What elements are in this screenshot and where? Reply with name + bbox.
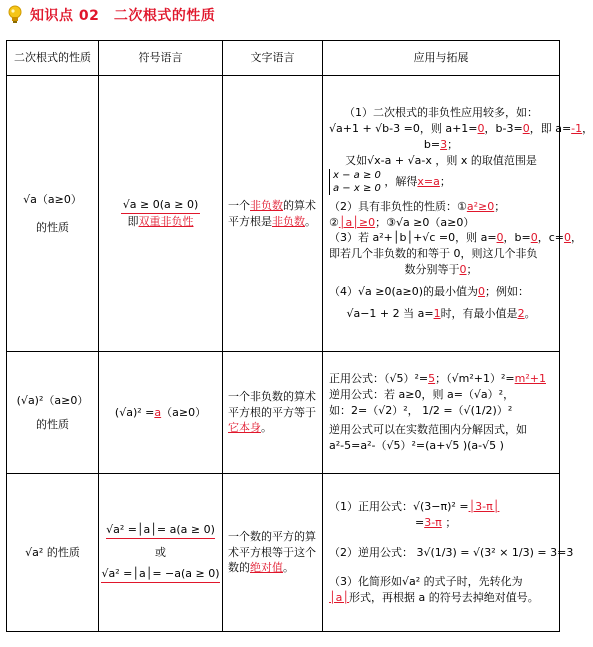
header-symbol: 符号语言 — [99, 41, 223, 76]
answer: 0 — [459, 263, 467, 277]
app-line — [329, 590, 553, 606]
word-text: 的算术平方根是 — [228, 198, 316, 228]
app-line — [329, 545, 574, 561]
header-word: 文字语言 — [223, 41, 323, 76]
system-eq-2: a − x ≥ 0 — [333, 182, 381, 194]
answer: │3-π│ — [468, 499, 500, 513]
application-cell — [323, 352, 560, 474]
answer: 0 — [478, 285, 485, 299]
word-text: 。 — [283, 561, 294, 575]
app-text: √a+1 + √b-3 =0，则 a+1= — [329, 121, 478, 135]
app-line: 即若几个非负数的和等于 0，则这几个非负 — [329, 247, 538, 261]
answer: a²≥0 — [466, 199, 495, 213]
word-answer-1: 非负数 — [250, 198, 283, 212]
symbol-expr: √a ≥ 0(a ≥ 0) — [121, 197, 201, 214]
app-text: ，b-3= — [484, 121, 523, 135]
app-text: ，b= — [503, 231, 531, 245]
app-text: ； — [445, 515, 457, 529]
application-cell — [323, 76, 593, 352]
word-cell — [223, 352, 323, 474]
symbol-expr-1: √a² =│a│= a(a ≥ 0) — [106, 522, 215, 539]
app-text: （3）若 a²+│b│+√c =0，则 a= — [329, 231, 497, 245]
app-text: ； — [494, 199, 506, 213]
properties-table — [6, 40, 593, 632]
word-cell — [223, 76, 323, 352]
app-text: ，解得 — [384, 174, 418, 188]
double-nonneg-answer: 双重非负性 — [138, 215, 194, 228]
symbol-expr-2: √a² =│a│= −a(a ≥ 0) — [101, 566, 219, 583]
word-text: 一个 — [228, 198, 250, 212]
word-answer-2: 非负数 — [272, 214, 305, 228]
app-text: ， — [582, 121, 593, 135]
word-text: 。 — [261, 421, 272, 435]
app-line: 逆用公式可以在实数范围内分解因式，如 — [329, 422, 527, 436]
app-text: ； — [447, 137, 459, 151]
app-line — [329, 215, 553, 231]
word-cell — [223, 474, 323, 632]
lightbulb-icon — [6, 5, 24, 25]
app-line: 逆用公式：若 a≥0，则 a=（√a）²， — [329, 388, 515, 402]
symbol-cell — [99, 352, 223, 474]
symbol-cell — [99, 76, 223, 352]
app-text: 如：2=（√2）²， — [329, 404, 419, 418]
answer: 2 — [517, 307, 525, 321]
app-line — [329, 371, 553, 387]
header-application: 应用与拓展 — [323, 41, 560, 76]
app-text: （4）√a ≥0(a≥0)的最小值为 — [329, 285, 478, 299]
app-text: ② — [329, 215, 339, 229]
app-text: ，即 a= — [529, 121, 572, 135]
app-text: 1/2 =（√(1/2)）² — [422, 404, 513, 418]
app-line — [329, 121, 593, 137]
property-cell — [7, 76, 99, 352]
app-line — [329, 137, 553, 153]
answer: 5 — [428, 372, 436, 386]
app-text: （2）具有非负性的性质：① — [329, 199, 467, 213]
app-line — [329, 306, 553, 322]
symbol-text: (√a)² = — [114, 405, 155, 419]
symbol-or: 或 — [155, 545, 166, 559]
app-text: ；例如： — [485, 285, 529, 299]
app-text: 形式，再根据 a 的符号去掉绝对值号。 — [349, 591, 539, 605]
app-text: 。 — [524, 307, 536, 321]
app-line — [329, 284, 553, 300]
app-line — [329, 499, 553, 515]
answer: │a│ — [329, 591, 349, 605]
app-text: （2）逆用公式： — [329, 545, 413, 559]
app-line — [329, 262, 553, 278]
word-text: 一个数的平方的算术平方根等于这个数的 — [228, 529, 316, 575]
app-line: （1）二次根式的非负性应用较多，如： — [344, 105, 538, 119]
answer: 0 — [477, 121, 485, 135]
app-line — [329, 515, 553, 531]
header-row — [7, 41, 560, 76]
table-row — [7, 76, 560, 352]
word-text: 一个非负数的算术平方根的平方等于 — [228, 389, 316, 419]
symbol-text — [99, 214, 222, 230]
answer: -1 — [571, 121, 583, 135]
answer: 0 — [530, 231, 538, 245]
app-text: ， — [571, 231, 582, 245]
answer: 3 — [440, 137, 448, 151]
property-suffix: 的性质 — [36, 417, 69, 431]
app-line: a²-5=a²-（√5）²=(a+√5 )(a-√5 ) — [329, 438, 504, 452]
symbol-answer: a — [154, 405, 162, 419]
system-eq-1: x − a ≥ 0 — [333, 169, 381, 181]
app-text: ；（√m²+1）²= — [435, 372, 515, 386]
answer: x=a — [417, 174, 440, 188]
app-text: = — [415, 515, 425, 529]
app-line — [329, 199, 553, 215]
app-line — [329, 230, 582, 246]
answer: 0 — [496, 231, 504, 245]
app-text: b= — [423, 137, 441, 151]
property-expr: √a（a≥0） — [23, 192, 82, 206]
property-expr: √a² 的性质 — [25, 545, 80, 559]
app-line: （3）化简形如√a² 的式子时，先转化为 — [329, 575, 523, 589]
app-text: ；③√a ≥0（a≥0） — [375, 215, 475, 229]
app-line: 又如√x-a + √a-x ，则 x 的取值范围是 — [345, 153, 537, 167]
app-text: 时，有最小值是 — [440, 307, 518, 321]
app-text: ，c= — [537, 231, 564, 245]
answer: 0 — [564, 231, 571, 245]
property-expr: (√a)²（a≥0） — [16, 393, 89, 407]
answer: 1 — [433, 307, 441, 321]
application-cell — [323, 474, 574, 632]
app-text: 3√(1/3) = √(3² × 1/3) = 3=3 — [416, 545, 574, 559]
inequality-system — [329, 169, 381, 195]
symbol-cell — [99, 474, 223, 632]
app-line — [329, 169, 553, 195]
answer: │a│≥0 — [338, 215, 376, 229]
table-row — [7, 474, 560, 632]
app-text: ； — [439, 174, 451, 188]
property-cell — [7, 474, 99, 632]
word-answer: 它本身 — [228, 421, 261, 435]
header-property: 二次根式的性质 — [7, 41, 99, 76]
word-text: 。 — [305, 214, 316, 228]
page-title: 知识点 02 二次根式的性质 — [30, 8, 216, 24]
section-title — [6, 4, 215, 26]
app-text: 正用公式：（√5）²= — [329, 372, 429, 386]
answer: m²+1 — [514, 372, 546, 386]
symbol-text-prefix: 即 — [127, 215, 139, 228]
property-suffix: 的性质 — [36, 220, 69, 234]
property-cell — [7, 352, 99, 474]
symbol-text: （a≥0） — [161, 405, 207, 419]
answer: 0 — [522, 121, 530, 135]
app-text: √a−1 + 2 当 a= — [346, 307, 434, 321]
answer: 3-π — [424, 515, 442, 529]
word-answer: 绝对值 — [250, 561, 283, 575]
app-text: ； — [466, 263, 478, 277]
app-text: 数分别等于 — [404, 263, 460, 277]
app-line — [329, 403, 553, 419]
app-text: （1）正用公式：√(3−π)² = — [329, 499, 469, 513]
table-row — [7, 352, 560, 474]
